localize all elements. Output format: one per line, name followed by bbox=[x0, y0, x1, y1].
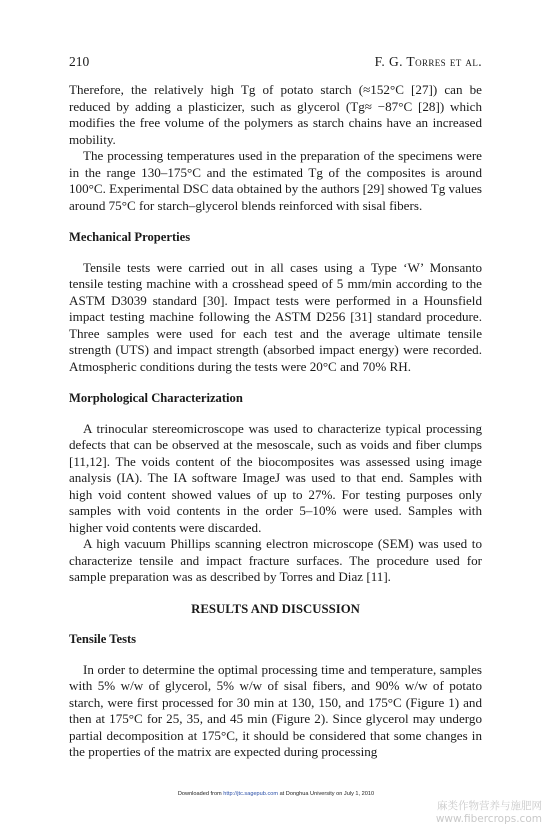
watermark-url: www.fibercrops.com bbox=[435, 813, 542, 825]
paragraph-optimal-processing: In order to determine the optimal processing time and temperature, samples with 5% w/w of glycerol, 5% w/w of sisal fibers, and 90% w/w of potato starch, were first processed for 30 min at 130, 150, and 175°C (Figure 1) and then at 175°C for 25, 35, and 45 min (Figure 2). Since glycerol may undergo partial decomposition at 175°C, it should be considered that some changes in the properties of the matrix are expected during processing bbox=[69, 661, 482, 759]
watermark bbox=[436, 800, 542, 826]
page-header bbox=[69, 54, 482, 70]
page-body bbox=[69, 82, 482, 761]
section-heading-tensile-tests: Tensile Tests bbox=[69, 632, 137, 646]
footer-prefix: Downloaded from bbox=[177, 791, 224, 797]
paragraph-processing-temperatures: The processing temperatures used in the preparation of the specimens were in the range 130–175°C and the estimated Tg of the composites is around 100°C. Experimental DSC data obtained by the authors [29] showed Tg values around 75°C for starch–glycerol blends reinforced with sisal fibers. bbox=[69, 148, 483, 213]
paragraph-tensile-impact-tests: Tensile tests were carried out in all cases using a Type ‘W’ Monsanto tensile testing machine with a crosshead speed of 5 mm/min according to the ASTM D3039 standard [30]. Impact tests were performed in a Hounsfield impact testing machine following the ASTM D256 [31] standard procedure. Three samples were used for each test and the average ultimate tensile strength (UTS) and impact strength (absorbed impact energy) were recorded. Atmospheric conditions during the tests were 20°C and 70% RH. bbox=[69, 259, 482, 374]
section-heading-morphological-characterization: Morphological Characterization bbox=[69, 391, 243, 405]
paragraph-stereomicroscope: A trinocular stereomicroscope was used to characterize typical processing defects that can be observed at the mesoscale, such as voids and fiber clumps [11,12]. The voids content of the biocomposites was assessed using image analysis (IA). The IA software ImageJ was used to that end. Samples with high void content showed values of up to 27%. For testing purposes only samples with void contents in the order 5–10% were used. Samples with higher void contents were discarded. bbox=[69, 420, 482, 535]
download-footer bbox=[0, 791, 552, 797]
footer-suffix: at Donghua University on July 1, 2010 bbox=[278, 791, 375, 797]
running-head: F. G. Torres et al. bbox=[374, 54, 482, 69]
section-heading-results-and-discussion: RESULTS AND DISCUSSION bbox=[191, 601, 360, 616]
paragraph-plasticizer: Therefore, the relatively high Tg of potato starch (≈152°C [27]) can be reduced by adding a plasticizer, such as glycerol (Tg≈ −87°C [28]) which modifies the free volume of the polymers as starch chains have an increased mobility. bbox=[69, 82, 482, 147]
section-heading-mechanical-properties: Mechanical Properties bbox=[69, 230, 191, 244]
page-number: 210 bbox=[69, 54, 90, 69]
paragraph-sem: A high vacuum Phillips scanning electron microscope (SEM) was used to characterize tensile and impact fracture surfaces. The procedure used for sample preparation was as described by Torres and Diaz [11]. bbox=[69, 536, 482, 584]
footer-link[interactable]: http://jtc.sagepub.com bbox=[223, 791, 279, 797]
watermark-title: 麻类作物营养与施肥网 bbox=[437, 800, 542, 812]
